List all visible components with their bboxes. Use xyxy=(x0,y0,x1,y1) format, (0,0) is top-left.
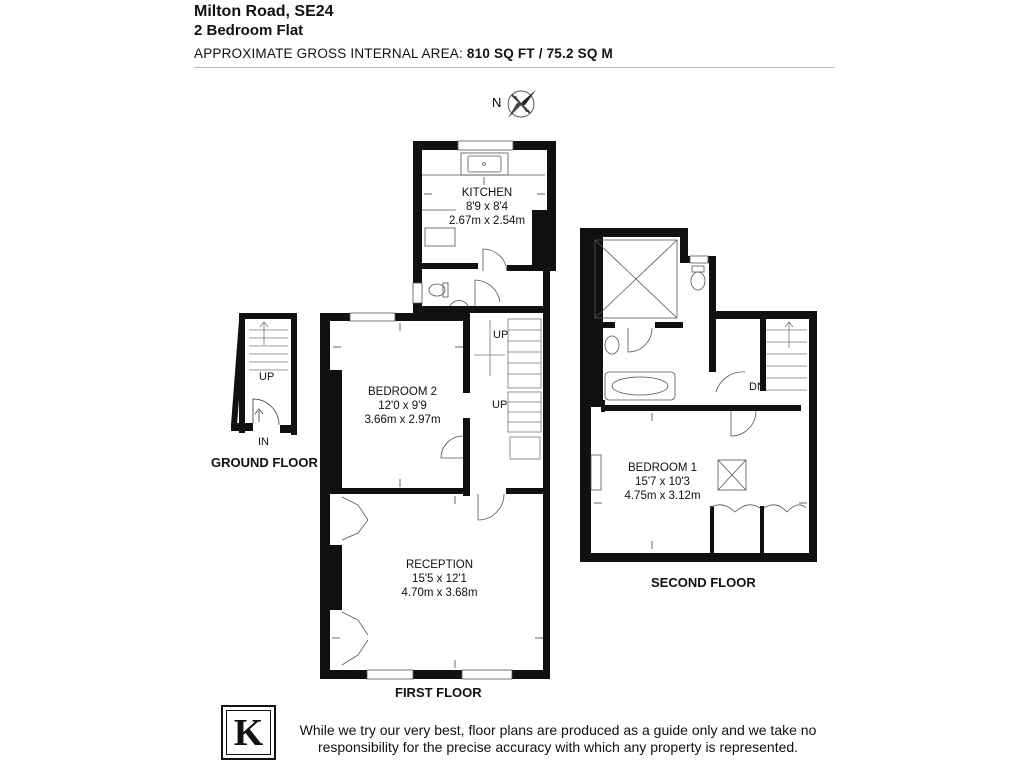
room-reception xyxy=(382,558,497,600)
disclaimer-text: While we try our very best, floor plans are produced as a guide only and we take no responsibility for the precise accuracy with which any property is represented. xyxy=(299,722,817,755)
room-kitchen-metric: 2.67m x 2.54m xyxy=(448,215,526,227)
ground-floor-label: GROUND FLOOR xyxy=(211,455,318,470)
room-kitchen-imperial: 8'9 x 8'4 xyxy=(465,201,509,213)
room-bedroom-1-metric: 4.75m x 3.12m xyxy=(624,490,701,502)
second-floor-stairs xyxy=(766,322,807,390)
gross-area-label: APPROXIMATE GROSS INTERNAL AREA: xyxy=(194,46,463,61)
room-reception-metric: 4.70m x 3.68m xyxy=(401,587,478,599)
second-floor-stairs-label: DN xyxy=(749,381,765,393)
room-bedroom-2-imperial: 12'0 x 9'9 xyxy=(378,400,427,412)
room-kitchen-name: KITCHEN xyxy=(461,187,513,199)
agency-logo xyxy=(221,705,276,760)
room-bedroom-1 xyxy=(605,461,720,503)
first-floor-label: FIRST FLOOR xyxy=(395,685,482,700)
property-title: Milton Road, SE24 xyxy=(194,3,334,20)
room-kitchen xyxy=(432,186,542,228)
room-bedroom-2-metric: 3.66m x 2.97m xyxy=(364,414,441,426)
property-subtitle: 2 Bedroom Flat xyxy=(194,22,304,39)
room-reception-name: RECEPTION xyxy=(405,559,474,571)
ground-floor-stairs xyxy=(249,322,288,370)
ground-floor-door xyxy=(253,399,279,425)
compass-north-label: N xyxy=(492,95,502,110)
first-floor-stairs-label-upper: UP xyxy=(493,329,509,341)
first-floor-doors xyxy=(342,436,504,665)
ground-floor-stairs-label: UP xyxy=(259,371,275,383)
first-floor-wc xyxy=(429,280,500,306)
second-floor-label: SECOND FLOOR xyxy=(651,575,756,590)
room-reception-imperial: 15'5 x 12'1 xyxy=(412,573,467,585)
gross-area-value: 810 SQ FT / 75.2 SQ M xyxy=(466,46,613,61)
room-bedroom-2 xyxy=(345,385,460,427)
entrance-label: IN xyxy=(258,436,269,448)
agency-logo-letter: K xyxy=(226,710,271,755)
second-floor-walls xyxy=(580,228,817,562)
room-bedroom-1-imperial: 15'7 x 10'3 xyxy=(635,476,690,488)
compass-icon xyxy=(508,90,536,118)
room-bedroom-2-name: BEDROOM 2 xyxy=(367,386,437,398)
second-floor-windows xyxy=(591,256,708,490)
room-bedroom-1-name: BEDROOM 1 xyxy=(627,462,697,474)
first-floor-stairs-label-lower: UP xyxy=(492,399,508,411)
